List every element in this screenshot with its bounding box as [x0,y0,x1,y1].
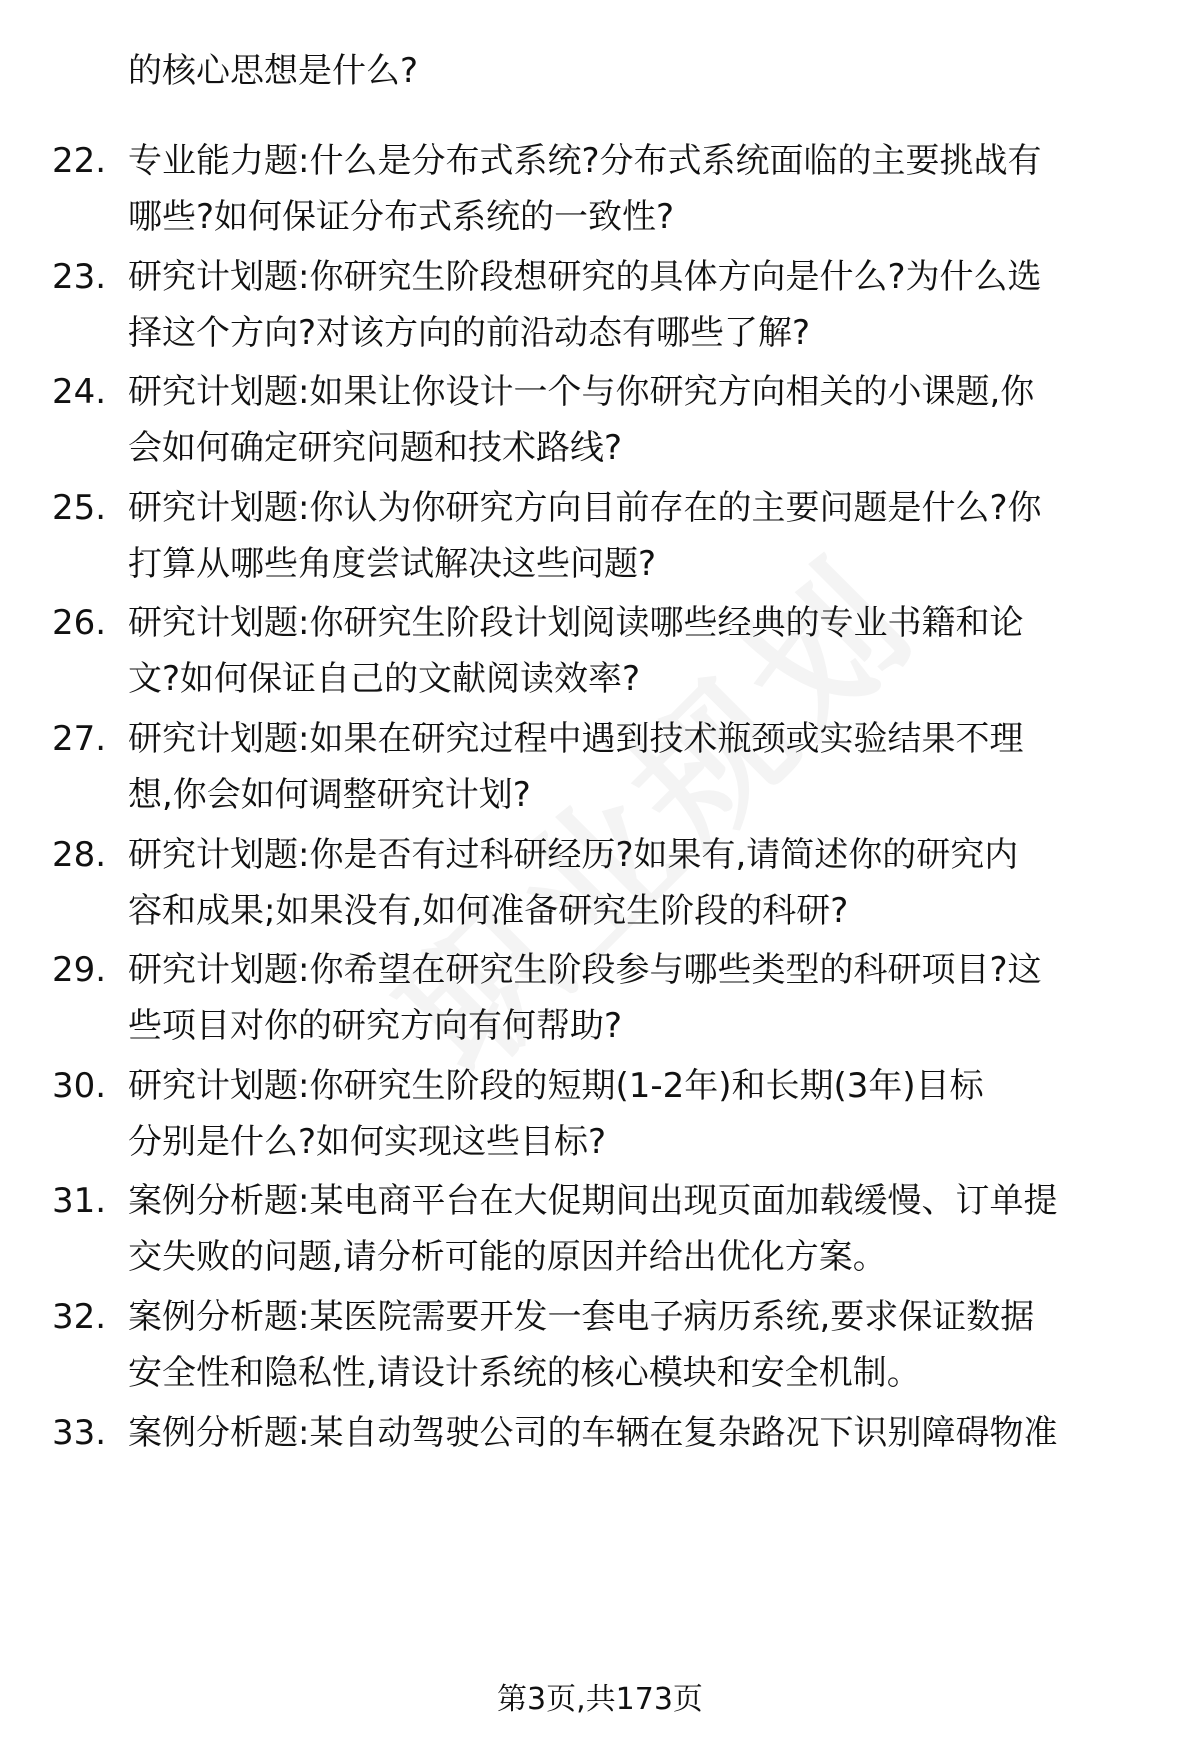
question-text-line: 分别是什么?如何实现这些目标? [128,1122,607,1162]
question-text [128,1173,1148,1285]
question-text-line: 案例分析题:某自动驾驶公司的车辆在复杂路况下识别障碍物准 [128,1413,1058,1453]
question-text-line: 会如何确定研究问题和技术路线? [128,428,623,468]
question-text [128,249,1148,361]
question-number: 30. [52,1066,107,1106]
question-number: 33. [52,1413,107,1453]
question-text [128,133,1148,245]
question-text [128,827,1148,939]
question-text-line: 些项目对你的研究方向有何帮助? [128,1006,623,1046]
question-text-line: 案例分析题:某医院需要开发一套电子病历系统,要求保证数据 [128,1297,1035,1337]
question-text-line: 研究计划题:如果让你设计一个与你研究方向相关的小课题,你 [128,372,1035,412]
question-text-line: 研究计划题:你认为你研究方向目前存在的主要问题是什么?你 [128,488,1042,528]
question-text-line: 择这个方向?对该方向的前沿动态有哪些了解? [128,313,811,353]
question-number: 26. [52,603,107,643]
question-continuation-text: 的核心思想是什么? [128,51,419,91]
question-text-line: 文?如何保证自己的文献阅读效率? [128,659,641,699]
question-number: 22. [52,141,107,181]
question-text-line: 想,你会如何调整研究计划? [128,775,531,815]
question-text-line: 案例分析题:某电商平台在大促期间出现页面加载缓慢、订单提 [128,1181,1058,1221]
question-text [128,1058,1148,1170]
question-text-line: 研究计划题:如果在研究过程中遇到技术瓶颈或实验结果不理 [128,719,1024,759]
question-text-line: 研究计划题:你研究生阶段计划阅读哪些经典的专业书籍和论 [128,603,1024,643]
question-text [128,942,1148,1054]
question-text-line: 研究计划题:你是否有过科研经历?如果有,请简述你的研究内 [128,835,1019,875]
question-text [128,480,1148,592]
question-number: 28. [52,835,107,875]
question-text-line: 打算从哪些角度尝试解决这些问题? [128,544,657,584]
question-text [128,711,1148,823]
question-number: 29. [52,950,107,990]
question-number: 25. [52,488,107,528]
question-text-line: 哪些?如何保证分布式系统的一致性? [128,197,675,237]
question-number: 23. [52,257,107,297]
question-number: 27. [52,719,107,759]
question-text-line: 研究计划题:你研究生阶段的短期(1-2年)和长期(3年)目标 [128,1066,984,1106]
question-text [128,364,1148,476]
question-number: 24. [52,372,107,412]
question-number: 32. [52,1297,107,1337]
question-text-line: 交失败的问题,请分析可能的原因并给出优化方案。 [128,1237,887,1277]
question-text-line: 专业能力题:什么是分布式系统?分布式系统面临的主要挑战有 [128,141,1042,181]
question-text [128,1289,1148,1401]
question-number: 31. [52,1181,107,1221]
question-text [128,1405,1148,1461]
question-text-line: 研究计划题:你希望在研究生阶段参与哪些类型的科研项目?这 [128,950,1042,990]
question-text-line: 安全性和隐私性,请设计系统的核心模块和安全机制。 [128,1353,921,1393]
question-text-line: 容和成果;如果没有,如何准备研究生阶段的科研? [128,891,849,931]
question-text-line: 研究计划题:你研究生阶段想研究的具体方向是什么?为什么选 [128,257,1042,297]
question-text [128,595,1148,707]
page-footer: 第3页,共173页 [497,1682,703,1717]
